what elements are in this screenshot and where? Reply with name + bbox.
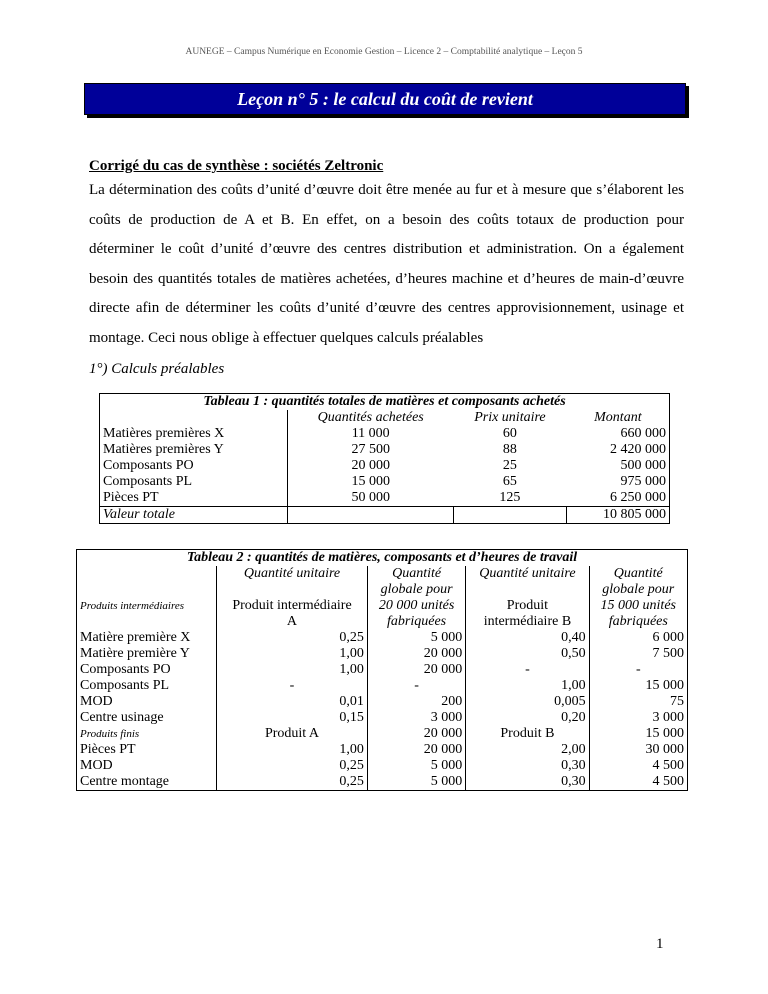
- table-row: Centre montage 0,25 5 000 0,30 4 500: [77, 774, 688, 791]
- table-row: Centre usinage 0,15 3 000 0,20 3 000: [77, 710, 688, 726]
- table-row: Matière première X 0,25 5 000 0,40 6 000: [77, 630, 688, 646]
- table-1: [99, 393, 670, 524]
- page-number: 1: [656, 936, 664, 952]
- table-1-caption: Tableau 1 : quantités totales de matières et composants achetés: [100, 394, 670, 411]
- table-row: Pièces PT 50 000 125 6 250 000: [100, 490, 670, 507]
- col-header: Montant: [567, 410, 670, 426]
- table-row: Matières premières Y 27 500 88 2 420 000: [100, 442, 670, 458]
- lesson-title-banner: Leçon n° 5 : le calcul du coût de revient: [84, 83, 686, 115]
- table-row: Matière première Y 1,00 20 000 0,50 7 500: [77, 646, 688, 662]
- table-row: Pièces PT 1,00 20 000 2,00 30 000: [77, 742, 688, 758]
- table-row: Composants PO 1,00 20 000 - -: [77, 662, 688, 678]
- table-row: Composants PL - - 1,00 15 000: [77, 678, 688, 694]
- table-row: Matières premières X 11 000 60 660 000: [100, 426, 670, 442]
- col-header: Quantités achetées: [317, 410, 424, 425]
- section-title: 1°) Calculs préalables: [89, 361, 225, 377]
- table-row: MOD 0,25 5 000 0,30 4 500: [77, 758, 688, 774]
- subtitle: Corrigé du cas de synthèse : sociétés Zeltronic: [89, 158, 384, 174]
- col-header: Prix unitaire: [474, 410, 546, 425]
- intro-paragraph: La détermination des coûts d’unité d’œuvre doit être menée au fur et à mesure que s’élaborent les coûts de production de A et B. En effet, on a besoin des coûts totaux de production pour déterminer le coût d’unité d’œuvre des centres distribution et administration. On a également besoin des quantités totales de matières achetées, d’heures machine et d’heures de main-d’œuvre directe afin de déterminer les coûts d’unité d’œuvre des centres approvisionnement, usinage et montage. Ceci nous oblige à effectuer quelques calculs préalables: [89, 182, 684, 346]
- table-row: Composants PO 20 000 25 500 000: [100, 458, 670, 474]
- page-header: AUNEGE – Campus Numérique en Economie Gestion – Licence 2 – Comptabilité analytique – Leçon 5: [185, 47, 583, 57]
- table-row: Produits finis Produit A 20 000 Produit B 15 000: [77, 726, 688, 742]
- table-total-row: Valeur totale 10 805 000: [100, 507, 670, 524]
- section-label: Produits finis: [77, 726, 217, 742]
- table-row: Composants PL 15 000 65 975 000: [100, 474, 670, 490]
- section-label: Produits intermédiaires: [77, 598, 217, 614]
- table-2: Tableau 2 : quantités de matières, composants et d’heures de travail Quantité unitaire Quantité Quantité unitaire Quantité globale pour globale pour Produits intermédiaires Produit intermédiaire 20 000 unités Produit 15 000 unités A fabriquées intermédiaire B fabriquées Matière première X 0,25 5 000 0,40 6 000 Matière première Y 1,00 20 000 0,50 7 500 Composants PO 1,00 20 000 - - Composants PL - - 1,00 15 000 MOD 0,01 200 0,005 75 Centre usinage 0,15 3 000 0,20 3 000 Produits finis Produit A 20 000 Produit B 15 000 Pièces PT 1,00 20 000 2,00 30 000 MOD 0,25 5 000 0,30 4 500 Centre montage 0,25 5 000 0,30 4 500: [76, 549, 688, 791]
- table-2-caption: Tableau 2 : quantités de matières, composants et d’heures de travail: [77, 550, 688, 567]
- table-row: MOD 0,01 200 0,005 75: [77, 694, 688, 710]
